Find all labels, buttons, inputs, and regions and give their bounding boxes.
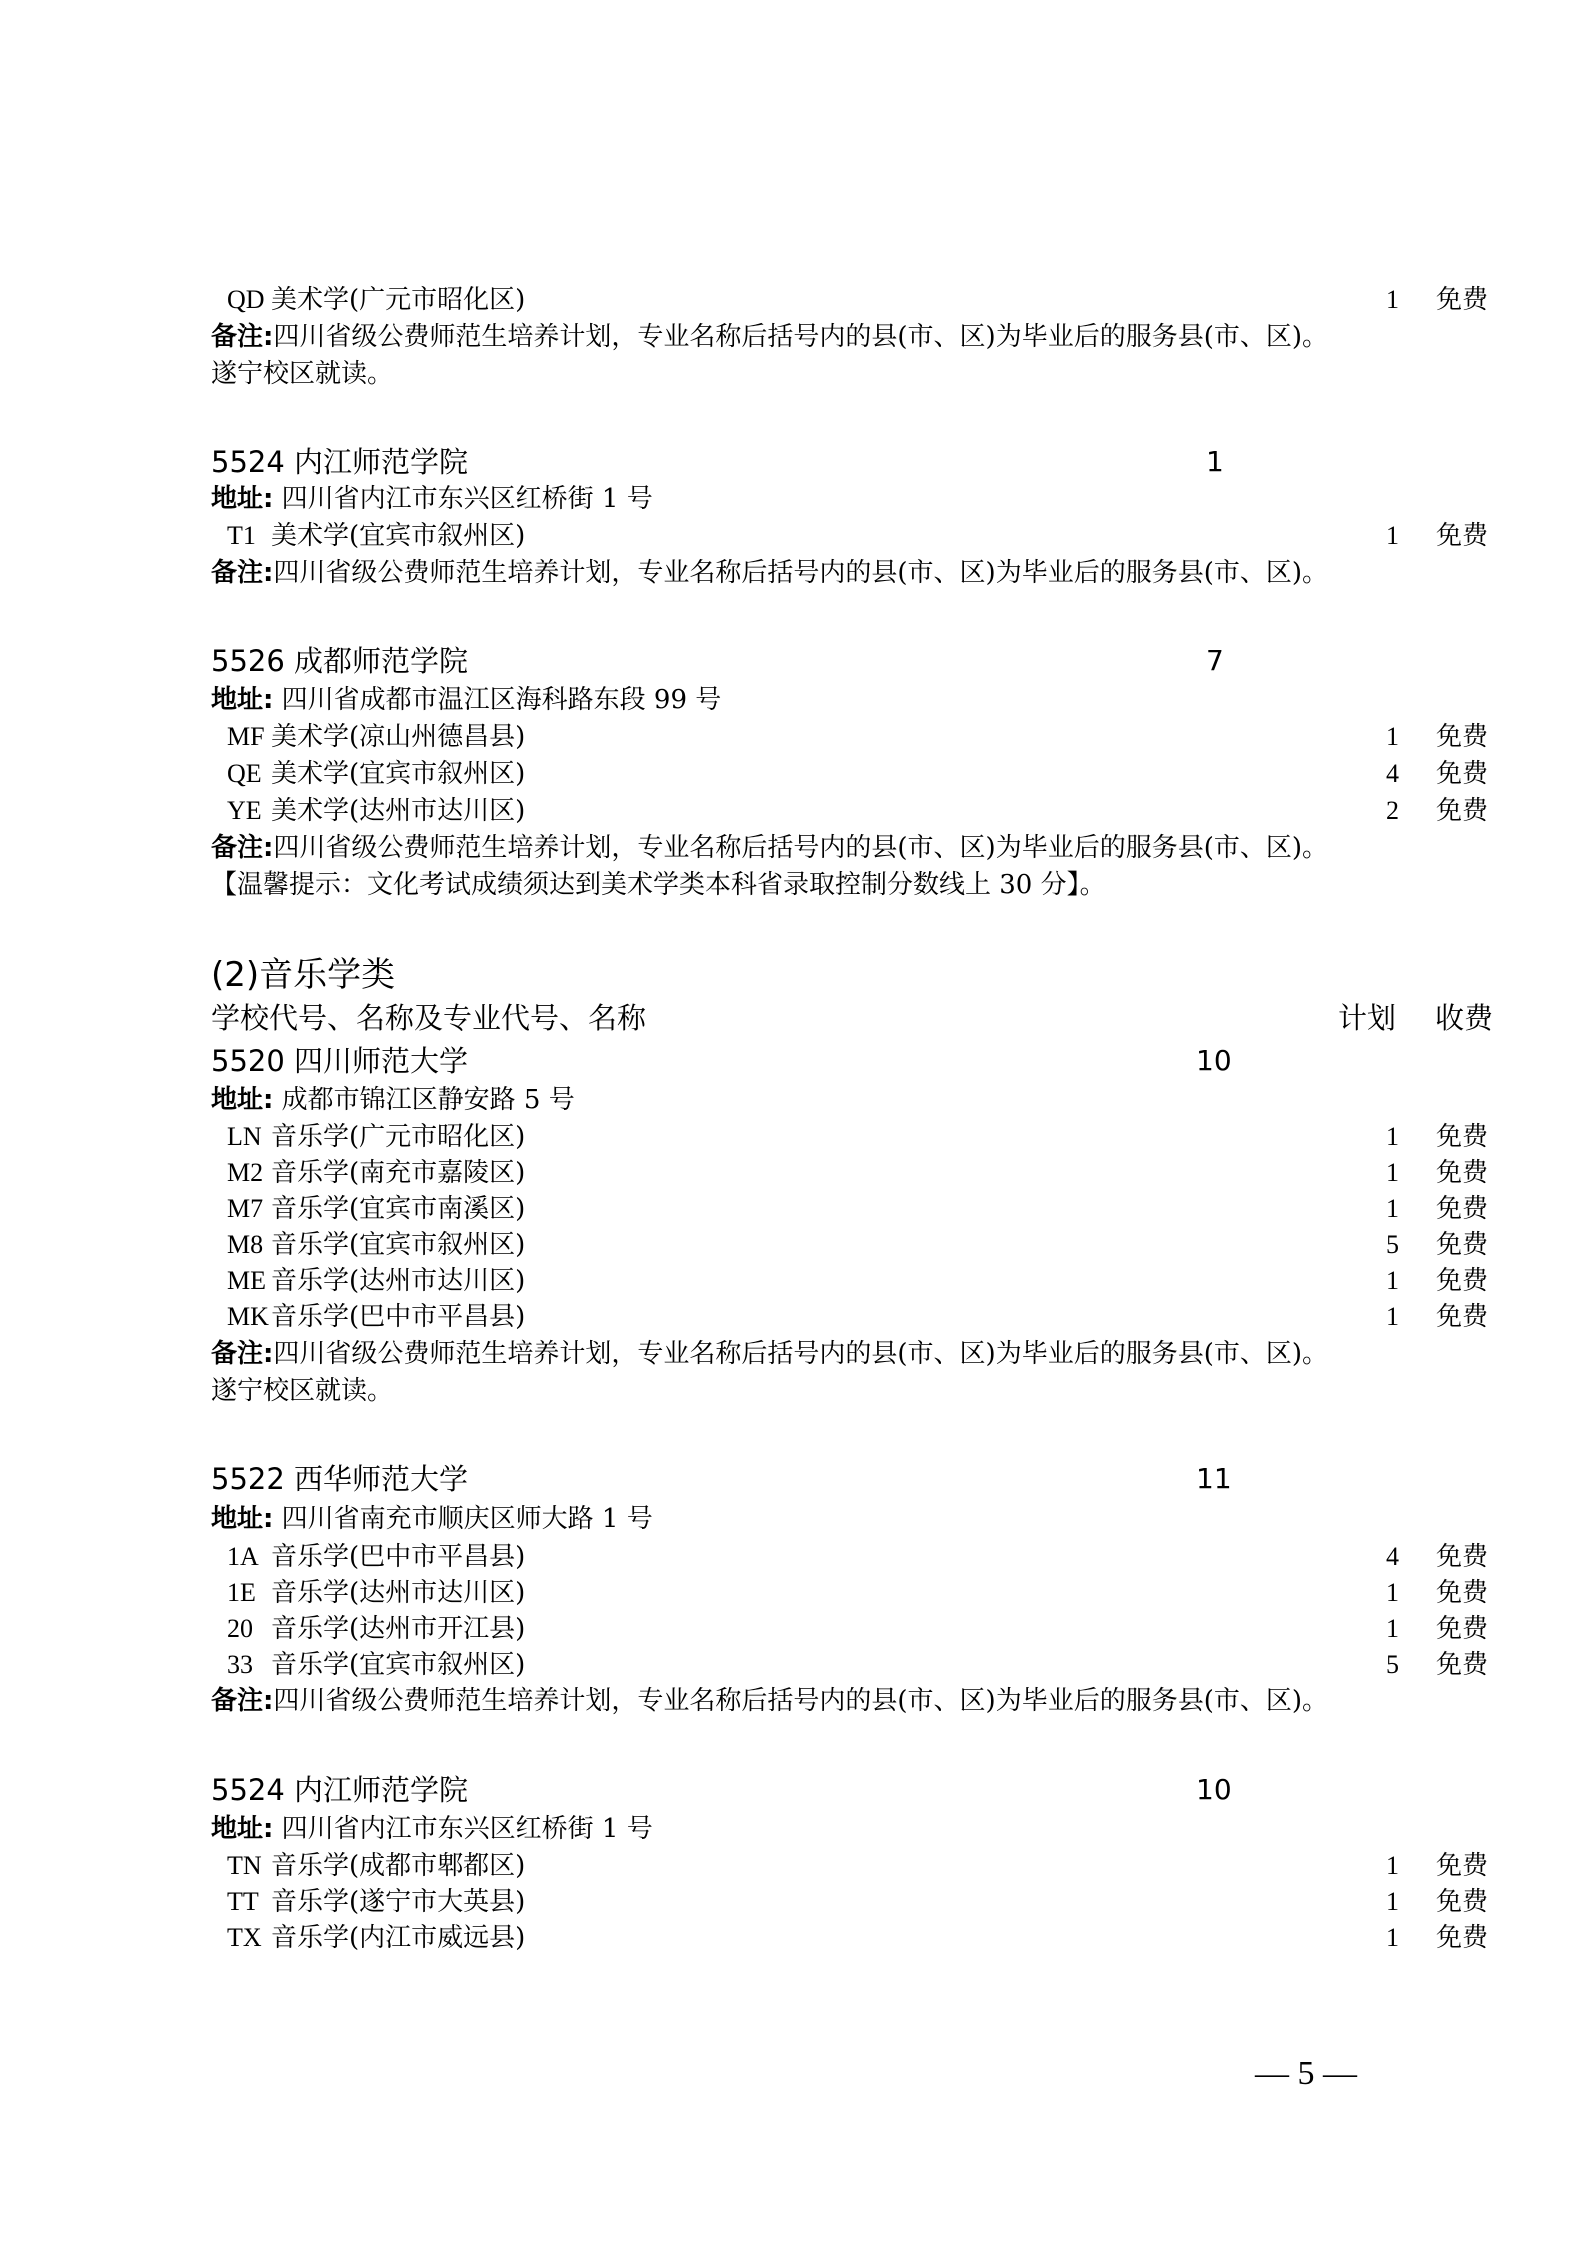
program-fee: 免费: [1436, 1614, 1489, 1644]
program-code: YE: [227, 796, 262, 825]
address-text: 四川省内江市东兴区红桥街 1 号: [273, 484, 653, 514]
school-name: 5522 西华师范大学: [211, 1462, 469, 1496]
program-name: 美术学(宜宾市叙州区): [271, 759, 526, 789]
program-code: 1E: [227, 1578, 256, 1607]
note-text: 四川省级公费师范生培养计划，专业名称后括号内的县(市、区)为毕业后的服务县(市、区)。: [273, 1339, 1328, 1369]
school-plan-total: 11: [1196, 1462, 1232, 1495]
address-label: 地址:: [211, 685, 274, 715]
program-plan: 1: [1386, 285, 1399, 314]
program-plan: 1: [1386, 1122, 1399, 1151]
school-title: [211, 1771, 1232, 1809]
note-label: 备注:: [211, 833, 274, 863]
program-name: 音乐学(宜宾市叙州区): [271, 1650, 526, 1680]
program-name: 音乐学(广元市昭化区): [271, 1122, 526, 1152]
program-name: 美术学(宜宾市叙州区): [271, 521, 526, 551]
program-fee: 免费: [1436, 285, 1489, 315]
program-code: MF: [227, 722, 265, 751]
address-text: 四川省成都市温江区海科路东段 99 号: [273, 685, 722, 715]
note-label: 备注:: [211, 558, 274, 588]
program-name: 音乐学(宜宾市南溪区): [271, 1194, 526, 1224]
address: [211, 482, 653, 516]
program-row: [211, 1540, 1489, 1574]
school-title: [211, 443, 1224, 481]
program-fee: 免费: [1436, 1158, 1489, 1188]
category-title: (2)音乐学类: [211, 955, 396, 995]
note-extra: 遂宁校区就读。: [211, 1376, 394, 1406]
program-code: T1: [227, 521, 256, 550]
program-fee: 免费: [1436, 521, 1489, 551]
note-label: 备注:: [211, 1686, 274, 1716]
program-row: [211, 1885, 1489, 1919]
program-name: 美术学(达州市达川区): [271, 796, 526, 826]
program-row: [211, 757, 1489, 791]
program-plan: 1: [1386, 1194, 1399, 1223]
note: [211, 1337, 1328, 1371]
address-label: 地址:: [211, 1085, 274, 1115]
school-plan-total: 7: [1206, 644, 1224, 677]
program-row: [211, 519, 1489, 553]
program-code: M7: [227, 1194, 264, 1223]
note-text: 四川省级公费师范生培养计划，专业名称后括号内的县(市、区)为毕业后的服务县(市、区)。: [273, 322, 1328, 352]
note: [211, 556, 1328, 590]
program-row: [211, 720, 1489, 754]
address: [211, 1083, 575, 1117]
program-fee: 免费: [1436, 759, 1489, 789]
program-row: [211, 1576, 1489, 1610]
program-name: 音乐学(南充市嘉陵区): [271, 1158, 526, 1188]
note-extra: 遂宁校区就读。: [211, 359, 394, 389]
program-plan: 1: [1386, 722, 1399, 751]
program-name: 音乐学(达州市达川区): [271, 1266, 526, 1296]
program-plan: 4: [1386, 1542, 1399, 1571]
program-row: [211, 1612, 1489, 1646]
program-plan: 1: [1386, 1851, 1399, 1880]
program-name: 音乐学(成都市郫都区): [271, 1851, 526, 1881]
school-name: 5524 内江师范学院: [211, 445, 469, 479]
program-name: 音乐学(达州市开江县): [271, 1614, 526, 1644]
address-label: 地址:: [211, 1504, 274, 1534]
note-text: 四川省级公费师范生培养计划，专业名称后括号内的县(市、区)为毕业后的服务县(市、区)。: [273, 558, 1328, 588]
program-name: 音乐学(内江市威远县): [271, 1923, 526, 1953]
school-title: [211, 1042, 1232, 1080]
school-name: 5524 内江师范学院: [211, 1773, 469, 1807]
page-number: — 5 —: [1255, 2055, 1357, 2092]
program-row: [211, 283, 1489, 317]
address: [211, 1812, 653, 1846]
program-plan: 1: [1386, 1302, 1399, 1331]
program-code: 33: [227, 1650, 253, 1679]
program-row: [211, 1849, 1489, 1883]
tip: 【温馨提示：文化考试成绩须达到美术学类本科省录取控制分数线上 30 分】。: [211, 870, 1106, 900]
program-code: TT: [227, 1887, 259, 1916]
program-name: 音乐学(巴中市平昌县): [271, 1302, 526, 1332]
note: [211, 320, 1328, 354]
program-row: [211, 1156, 1489, 1190]
address-label: 地址:: [211, 1814, 274, 1844]
program-name: 音乐学(巴中市平昌县): [271, 1542, 526, 1572]
header-col-plan: 计划: [1338, 1001, 1397, 1035]
address-text: 四川省南充市顺庆区师大路 1 号: [273, 1504, 653, 1534]
program-name: 音乐学(遂宁市大英县): [271, 1887, 526, 1917]
program-fee: 免费: [1436, 1194, 1489, 1224]
school-title: [211, 642, 1224, 680]
program-fee: 免费: [1436, 1923, 1489, 1953]
school-name: 5520 四川师范大学: [211, 1044, 469, 1078]
note: [211, 1684, 1328, 1718]
table-header: [211, 999, 1494, 1037]
program-fee: 免费: [1436, 1887, 1489, 1917]
program-row: [211, 1192, 1489, 1226]
program-code: LN: [227, 1122, 262, 1151]
program-fee: 免费: [1436, 1302, 1489, 1332]
program-plan: 1: [1386, 1887, 1399, 1916]
school-plan-total: 10: [1196, 1044, 1232, 1077]
program-fee: 免费: [1436, 796, 1489, 826]
program-row: [211, 1648, 1489, 1682]
program-code: 1A: [227, 1542, 259, 1571]
program-row: [211, 1300, 1489, 1334]
address-text: 四川省内江市东兴区红桥街 1 号: [273, 1814, 653, 1844]
program-fee: 免费: [1436, 722, 1489, 752]
address-text: 成都市锦江区静安路 5 号: [273, 1085, 575, 1115]
program-fee: 免费: [1436, 1542, 1489, 1572]
program-plan: 1: [1386, 1266, 1399, 1295]
program-fee: 免费: [1436, 1650, 1489, 1680]
program-name: 音乐学(达州市达川区): [271, 1578, 526, 1608]
note-label: 备注:: [211, 1339, 274, 1369]
program-plan: 1: [1386, 1923, 1399, 1952]
program-code: QE: [227, 759, 262, 788]
program-plan: 1: [1386, 521, 1399, 550]
header-col-school: 学校代号、名称及专业代号、名称: [211, 1001, 647, 1035]
school-title: [211, 1460, 1232, 1498]
program-plan: 5: [1386, 1230, 1399, 1259]
program-code: 20: [227, 1614, 253, 1643]
program-row: [211, 1228, 1489, 1262]
program-fee: 免费: [1436, 1122, 1489, 1152]
program-name: 美术学(广元市昭化区): [271, 285, 526, 315]
program-name: 美术学(凉山州德昌县): [271, 722, 526, 752]
school-name: 5526 成都师范学院: [211, 644, 469, 678]
school-plan-total: 1: [1206, 445, 1224, 478]
program-row: [211, 1921, 1489, 1955]
program-plan: 1: [1386, 1614, 1399, 1643]
address-label: 地址:: [211, 484, 274, 514]
header-col-fee: 收费: [1435, 1001, 1494, 1035]
program-code: QD: [227, 285, 265, 314]
program-code: M8: [227, 1230, 264, 1259]
address: [211, 683, 721, 717]
school-plan-total: 10: [1196, 1773, 1232, 1806]
program-code: TX: [227, 1923, 262, 1952]
program-row: [211, 1264, 1489, 1298]
program-code: TN: [227, 1851, 262, 1880]
program-code: ME: [227, 1266, 266, 1295]
program-name: 音乐学(宜宾市叙州区): [271, 1230, 526, 1260]
program-plan: 2: [1386, 796, 1399, 825]
note: [211, 831, 1328, 865]
program-fee: 免费: [1436, 1230, 1489, 1260]
program-fee: 免费: [1436, 1266, 1489, 1296]
address: [211, 1502, 653, 1536]
program-row: [211, 794, 1489, 828]
note-label: 备注:: [211, 322, 274, 352]
program-fee: 免费: [1436, 1578, 1489, 1608]
program-plan: 5: [1386, 1650, 1399, 1679]
program-plan: 4: [1386, 759, 1399, 788]
program-code: M2: [227, 1158, 264, 1187]
note-text: 四川省级公费师范生培养计划，专业名称后括号内的县(市、区)为毕业后的服务县(市、区)。: [273, 833, 1328, 863]
program-code: MK: [227, 1302, 269, 1331]
program-plan: 1: [1386, 1578, 1399, 1607]
program-plan: 1: [1386, 1158, 1399, 1187]
program-fee: 免费: [1436, 1851, 1489, 1881]
note-text: 四川省级公费师范生培养计划，专业名称后括号内的县(市、区)为毕业后的服务县(市、区)。: [273, 1686, 1328, 1716]
program-row: [211, 1120, 1489, 1154]
